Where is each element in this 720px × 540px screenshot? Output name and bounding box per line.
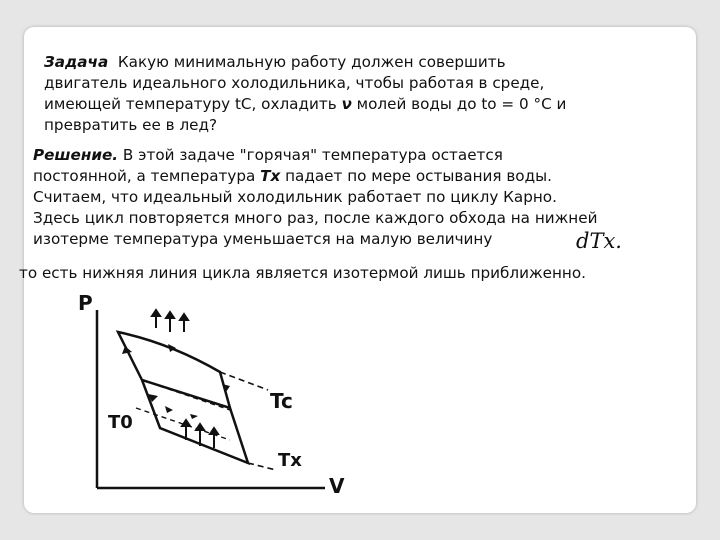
solution-line-1-text: В этой задаче "горячая" температура остается [122,146,503,164]
solution-line-5: изотерме температура уменьшается на малую величину [33,230,493,248]
solution-line-1 [33,145,597,166]
task-line-3 [44,94,566,115]
task-text [44,52,566,136]
dtx-formula: dTx. [576,229,622,253]
p-axis-label: P [78,291,93,315]
solution-line-2-text: постоянной, а температура [33,167,256,185]
solution-line-2-end: падает по мере остывания воды. [285,167,552,185]
tc-label: Tc [270,389,293,413]
solution-line-2 [33,166,597,187]
tx-label: Tx [278,450,302,471]
task-line-3-end: молей воды до to = 0 °С и [356,95,567,113]
task-line-4: превратить ее в лед? [44,116,218,134]
task-line-1-text: Какую минимальную работу должен совершить [117,53,506,71]
task-line-3-text: имеющей температуру tC, охладить [44,95,337,113]
task-label: Задача [44,53,109,71]
intermediate-isotherm [142,380,230,410]
pv-diagram [70,288,370,503]
solution-last-line: то есть нижняя линия цикла является изотермой лишь приближенно. [19,264,586,282]
tx-symbol: Tx [260,167,281,185]
hot-cycle [118,332,230,408]
solution-line-4: Здесь цикл повторяется много раз, после каждого обхода на нижней [33,209,598,227]
solution-text [33,145,597,250]
task-line-1 [44,52,566,73]
tx-isotherm [248,463,276,470]
cycle-direction-arrows [122,344,230,419]
task-line-2: двигатель идеального холодильника, чтобы работая в среде, [44,74,545,92]
heat-arrows [152,310,218,448]
solution-line-3: Считаем, что идеальный холодильник работает по циклу Карно. [33,188,557,206]
cold-cycle [142,380,248,463]
t0-label: T0 [108,412,133,433]
solution-label: Решение. [33,146,119,164]
v-axis-label: V [329,474,345,498]
nu-symbol: ν [341,95,352,113]
